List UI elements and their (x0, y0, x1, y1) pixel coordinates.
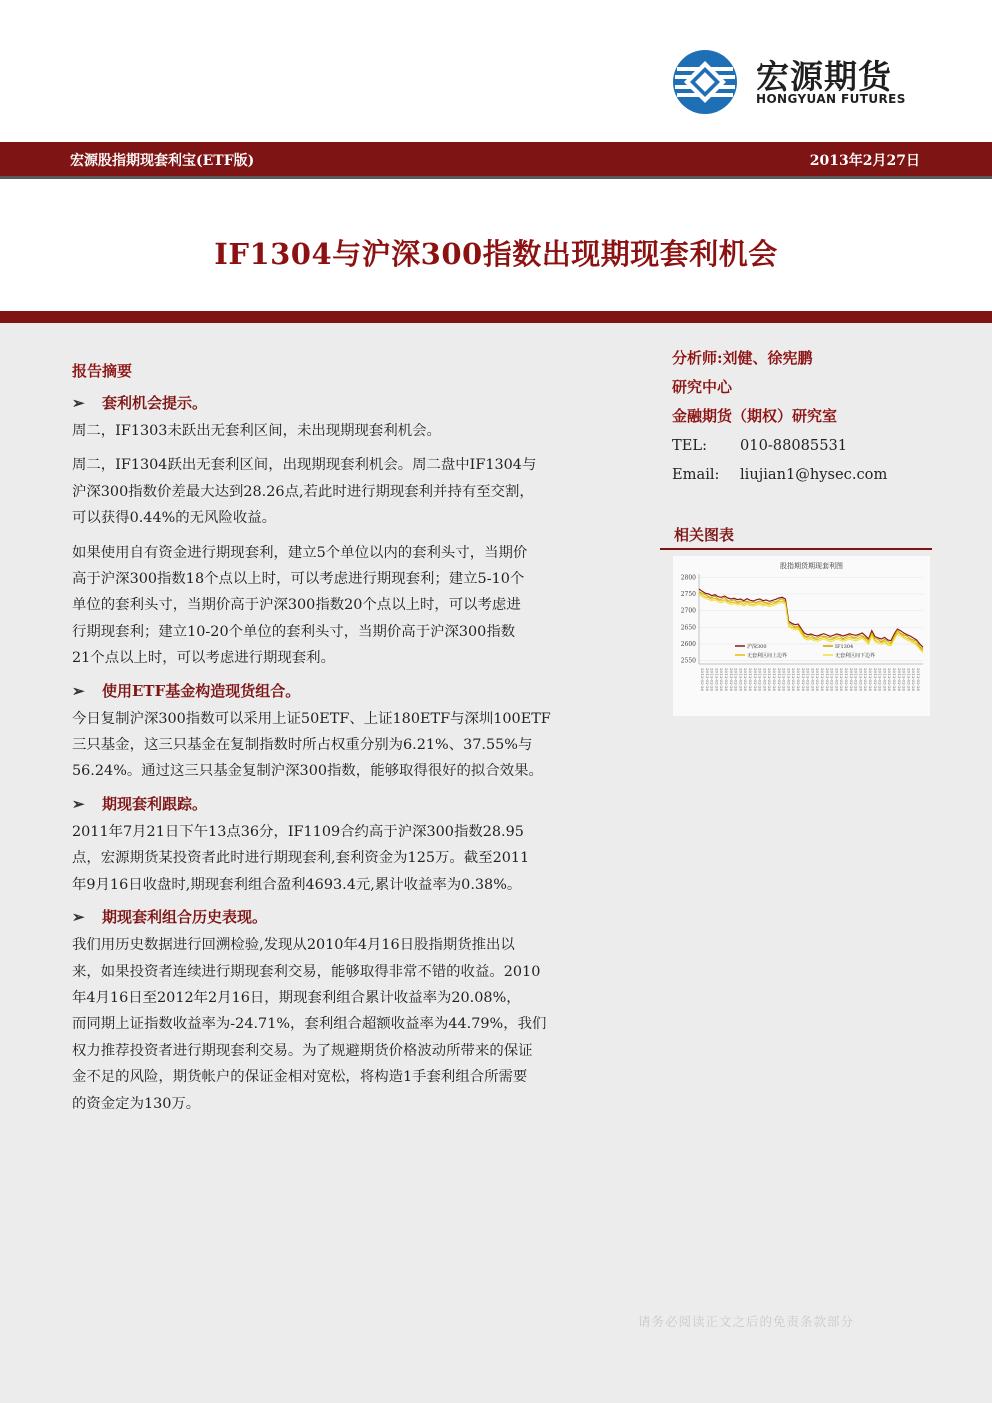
y-tick-label: 2750 (680, 591, 696, 598)
divider-band (0, 311, 992, 323)
x-tick-label: 2013-02-26 (882, 668, 888, 692)
x-tick-label: 2013-02-26 (848, 668, 854, 692)
x-tick-label: 2013-02-26 (748, 668, 753, 692)
chart-title: 股指期货期现套利图 (780, 562, 843, 570)
y-tick-label: 2600 (680, 641, 696, 648)
x-tick-label: 2013-02-26 (709, 668, 715, 692)
x-tick-label: 2013-02-26 (796, 668, 801, 692)
paragraph: 今日复制沪深300指数可以采用上证50ETF、上证180ETF与深圳100ETF 三只基金，这三只基金在复制指数时所占权重分别为6.21%、37.55%与 56.24%。通过这三只基金复制沪深300指数，能够取得很好的拟合效果。 (72, 710, 551, 780)
tel-row: TEL: 010-88085531 (672, 437, 848, 454)
related-charts-header (660, 520, 932, 550)
x-tick-label: 2013-02-26 (863, 668, 869, 692)
x-tick-label: 2013-02-26 (820, 668, 825, 692)
x-tick-label: 2013-02-26 (752, 668, 758, 692)
y-tick-label: 2700 (680, 607, 696, 615)
paragraph: 如果使用自有资金进行期现套利，建立5个单位以内的套利头寸，当期价 高于沪深300指数18个点以上时，可以考虑进行期现套利；建立5-10个 单位的套利头寸，当期价高于沪深300指数20个点以上时，可以考虑进 行期现套利；建立10-20个单位的套利头寸，当期价高于沪深300指数 21个点以上时，可以考虑进行期现套利。 (72, 544, 528, 667)
x-tick-label: 2013-02-26 (728, 668, 734, 692)
x-tick-label: 2013-02-26 (724, 668, 729, 692)
x-tick-label: 2013-02-26 (776, 668, 782, 692)
y-tick-label: 2650 (680, 624, 696, 632)
arbitrage-chart (673, 556, 930, 716)
x-tick-label: 2013-02-26 (786, 668, 792, 692)
email-row: Email: liujian1@hysec.com (672, 466, 888, 483)
analyst-sidebar (672, 344, 932, 489)
x-tick-label: 2013-02-26 (834, 668, 840, 692)
logo-en-text: HONGYUAN FUTURES (756, 92, 906, 106)
summary-heading: 报告摘要 (72, 362, 133, 380)
report-date: 2013年2月27日 (809, 153, 920, 169)
x-tick-label: 2013-02-26 (767, 668, 773, 692)
x-tick-label: 2013-02-26 (757, 668, 763, 692)
summary-column (72, 360, 628, 1125)
office: 金融期货（期权）研究室 (672, 407, 838, 425)
x-tick-label: 2013-02-26 (738, 668, 744, 692)
section-heading: ➢ 期现套利跟踪。 (72, 794, 208, 813)
report-title: IF1304与沪深300指数出现期现套利机会 (214, 237, 778, 271)
arbitrage-chart-container (673, 556, 930, 716)
x-tick-label: 2013-02-26 (815, 668, 821, 692)
logo-cn-text: 宏源期货 (756, 57, 892, 96)
x-tick-label: 2013-02-26 (829, 668, 835, 692)
legend-label: IF1304 (835, 644, 854, 650)
arrow-bullet-icon: ➢ (72, 394, 85, 412)
x-tick-label: 2013-02-26 (733, 668, 739, 692)
section-heading: ➢ 期现套利组合历史表现。 (72, 908, 268, 927)
x-tick-label: 2013-02-26 (762, 668, 768, 692)
x-tick-label: 2013-02-26 (810, 668, 816, 692)
x-tick-label: 2013-02-26 (877, 668, 883, 692)
y-tick-label: 2550 (680, 657, 696, 665)
legend-label: 沪深300 (747, 644, 767, 650)
x-tick-label: 2013-02-26 (700, 668, 705, 692)
x-tick-label: 2013-02-26 (772, 668, 777, 692)
header-bar (0, 142, 992, 179)
x-tick-label: 2013-02-26 (872, 668, 878, 692)
arrow-bullet-icon: ➢ (72, 681, 85, 700)
x-tick-label: 2013-02-26 (896, 668, 902, 692)
x-tick-label: 2013-02-26 (704, 668, 710, 692)
x-tick-label: 2013-02-26 (853, 668, 859, 692)
x-tick-label: 2013-02-26 (714, 668, 720, 692)
arrow-bullet-icon: ➢ (72, 794, 85, 813)
paragraph: 我们用历史数据进行回溯检验,发现从2010年4月16日股指期货推出以 来，如果投资者连续进行期现套利交易，能够取得非常不错的收益。2010 年4月16日至2012年2月16日，期现套利组合累计收益率为20.08%， 而同期上证指数收益率为-24.71%，套利组合超额收益率为44.79%，我们 权力推荐投资者进行期现套利交易。为了规避期货价格波动所带来的保证 金不足的风险，期货帐户的保证金相对宽松，将构造1手套利组合所需要 的资金定为130万。 (72, 937, 547, 1112)
disclaimer-note: 请务必阅读正文之后的免责条款部分 (638, 1314, 855, 1329)
legend-label: 无套利区间上边界 (747, 653, 788, 659)
company-logo (672, 47, 922, 117)
x-tick-label: 2013-02-26 (901, 668, 907, 692)
x-tick-label: 2013-02-26 (911, 668, 917, 692)
section-heading: ➢ 套利机会提示。 (72, 394, 208, 412)
related-charts-label: 相关图表 (674, 526, 735, 544)
x-tick-label: 2013-02-26 (800, 668, 806, 692)
paragraph: 周二，IF1304跃出无套利区间，出现期现套利机会。周二盘中IF1304与 沪深300指数价差最大达到28.26点,若此时进行期现套利并持有至交割， 可以获得0.44%的无风险收益。 (72, 457, 537, 527)
x-tick-label: 2013-02-26 (906, 668, 912, 692)
product-name: 宏源股指期现套利宝(ETF版) (70, 153, 255, 169)
x-tick-label: 2013-02-26 (781, 668, 787, 692)
y-tick-label: 2800 (680, 574, 696, 582)
analyst-names: 分析师:刘健、徐宪鹏 (672, 349, 813, 367)
x-tick-label: 2013-02-26 (916, 668, 921, 692)
tel-value: 010-88085531 (740, 437, 848, 454)
x-tick-label: 2013-02-26 (743, 668, 749, 692)
email-value[interactable]: liujian1@hysec.com (740, 466, 888, 483)
hongyuan-logo-icon (672, 49, 738, 115)
x-tick-label: 2013-02-26 (791, 668, 797, 692)
series-line-0 (699, 589, 923, 647)
x-tick-label: 2013-02-26 (844, 668, 849, 692)
x-tick-label: 2013-02-26 (868, 668, 873, 692)
arrow-bullet-icon: ➢ (72, 908, 85, 927)
x-tick-label: 2013-02-26 (887, 668, 893, 692)
section-heading: ➢ 使用ETF基金构造现货组合。 (72, 681, 301, 700)
department: 研究中心 (672, 378, 733, 396)
x-tick-label: 2013-02-26 (719, 668, 725, 692)
paragraph: 周二，IF1303未跃出无套利区间，未出现期现套利机会。 (72, 423, 441, 439)
x-tick-label: 2013-02-26 (839, 668, 845, 692)
x-tick-label: 2013-02-26 (805, 668, 811, 692)
legend-label: 无套利区间下边界 (835, 653, 876, 659)
x-tick-label: 2013-02-26 (892, 668, 897, 692)
x-tick-label: 2013-02-26 (824, 668, 830, 692)
paragraph: 2011年7月21日下午13点36分，IF1109合约高于沪深300指数28.95 点，宏源期货某投资者此时进行期现套利,套利资金为125万。截至2011 年9月16日收盘时,期现套利组合盈利4693.4元,累计收益率为0.38%。 (72, 823, 530, 893)
x-tick-label: 2013-02-26 (858, 668, 864, 692)
